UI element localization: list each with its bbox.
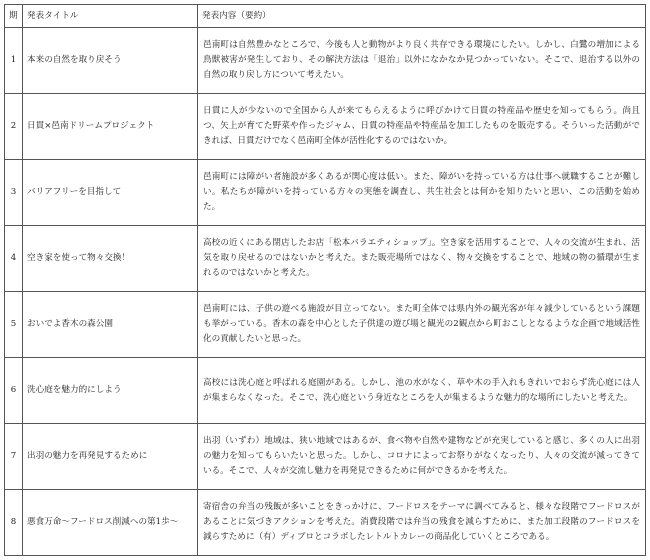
term-cell: 7 xyxy=(5,424,23,490)
presentation-table xyxy=(4,4,646,556)
summary-cell: 高校には洗心庭と呼ばれる庭園がある。しかし、池の水がなく、草や木の手入れもきれいでおらず洗心庭には人が集まらなくなった。そこで、洗心庭という身近なところを人が集まるような魅力的な場所にしたいと考えた。 xyxy=(198,358,646,424)
table-row xyxy=(5,28,646,94)
title-cell: 日貫×邑南ドリームプロジェクト xyxy=(23,94,198,160)
table-row xyxy=(5,226,646,292)
term-cell: 6 xyxy=(5,358,23,424)
term-cell: 3 xyxy=(5,160,23,226)
header-title: 発表タイトル xyxy=(23,5,198,28)
title-cell: バリアフリーを目指して xyxy=(23,160,198,226)
summary-cell: 邑南町には障がい者施設が多くあるが関心度は低い。また、障がいを持っている方は仕事へ就職することが難しい。私たちが障がいを持っている方々の実態を調査し、共生社会とは何かを知りたいと思い、この活動を始めた。 xyxy=(198,160,646,226)
title-cell: 空き家を使って物々交換！ xyxy=(23,226,198,292)
title-cell: 洗心庭を魅力的にしよう xyxy=(23,358,198,424)
summary-cell: 出羽（いずわ）地域は、狭い地域ではあるが、食べ物や自然や建物などが充実していると感じ、多くの人に出羽の魅力を知ってもらいたいと思った。しかし、コロナによってお祭りがなくなったり、人々の交流が減ってきている。そこで、人々が交流し魅力を再発見できるために何ができるかを考えた。 xyxy=(198,424,646,490)
summary-cell: 邑南町は自然豊かなところで、今後も人と動物がより良く共存できる環境にしたい。しかし、白鷺の増加による鳥獣被害が発生しており、その解決方法は「退治」以外になかなか見つかっていない。そこで、退治する以外の自然の取り戻し方について考えたい。 xyxy=(198,28,646,94)
header-summary: 発表内容（要約） xyxy=(198,5,646,28)
summary-cell: 寄宿舎の弁当の残飯が多いことをきっかけに、フードロスをテーマに調べてみると、様々な段階でフードロスがあることに気づきアクションを考えた。消費段階では弁当の残食を減らすために、また加工段階のフードロスを減らすために（有）ディブロとコラボしたレトルトカレーの商品化していくところである。 xyxy=(198,490,646,556)
table-row xyxy=(5,160,646,226)
title-cell: 悪食万命～フードロス削減への第1歩～ xyxy=(23,490,198,556)
term-cell: 2 xyxy=(5,94,23,160)
title-cell: おいでよ香木の森公園 xyxy=(23,292,198,358)
term-cell: 1 xyxy=(5,28,23,94)
summary-cell: 高校の近くにある閉店したお店「松本バラエティショップ」。空き家を活用することで、人々の交流が生まれ、活気を取り戻せるのではないかと考えた。また販売場所ではなく、物々交換をすることで、地域の物の循環が生まれるのではないかと考えた。 xyxy=(198,226,646,292)
table-row xyxy=(5,490,646,556)
summary-cell: 日貫に人が少ないので全国から人が来てもらえるように呼びかけて日貫の特産品や歴史を知ってもらう。尚且つ、矢上が育てた野菜や作ったジャム、日貫の特産品や特産品を加工したものを販売する。そういった活動ができれば、日貫だけでなく邑南町全体が活性化するのではないか。 xyxy=(198,94,646,160)
summary-cell: 邑南町には、子供の遊べる施設が目立ってない。また町全体では県内外の観光客が年々減少しているという課題も挙がっている。香木の森を中心とした子供達の遊び場と観光の2観点から町おこしとなるような企画で地域活性化の貢献したいと思った。 xyxy=(198,292,646,358)
table-row xyxy=(5,94,646,160)
table-header-row xyxy=(5,5,646,28)
term-cell: 4 xyxy=(5,226,23,292)
term-cell: 8 xyxy=(5,490,23,556)
term-cell: 5 xyxy=(5,292,23,358)
table-row xyxy=(5,424,646,490)
table-row xyxy=(5,292,646,358)
table-row xyxy=(5,358,646,424)
header-term: 期 xyxy=(5,5,23,28)
title-cell: 出羽の魅力を再発見するために xyxy=(23,424,198,490)
title-cell: 本来の自然を取り戻そう xyxy=(23,28,198,94)
